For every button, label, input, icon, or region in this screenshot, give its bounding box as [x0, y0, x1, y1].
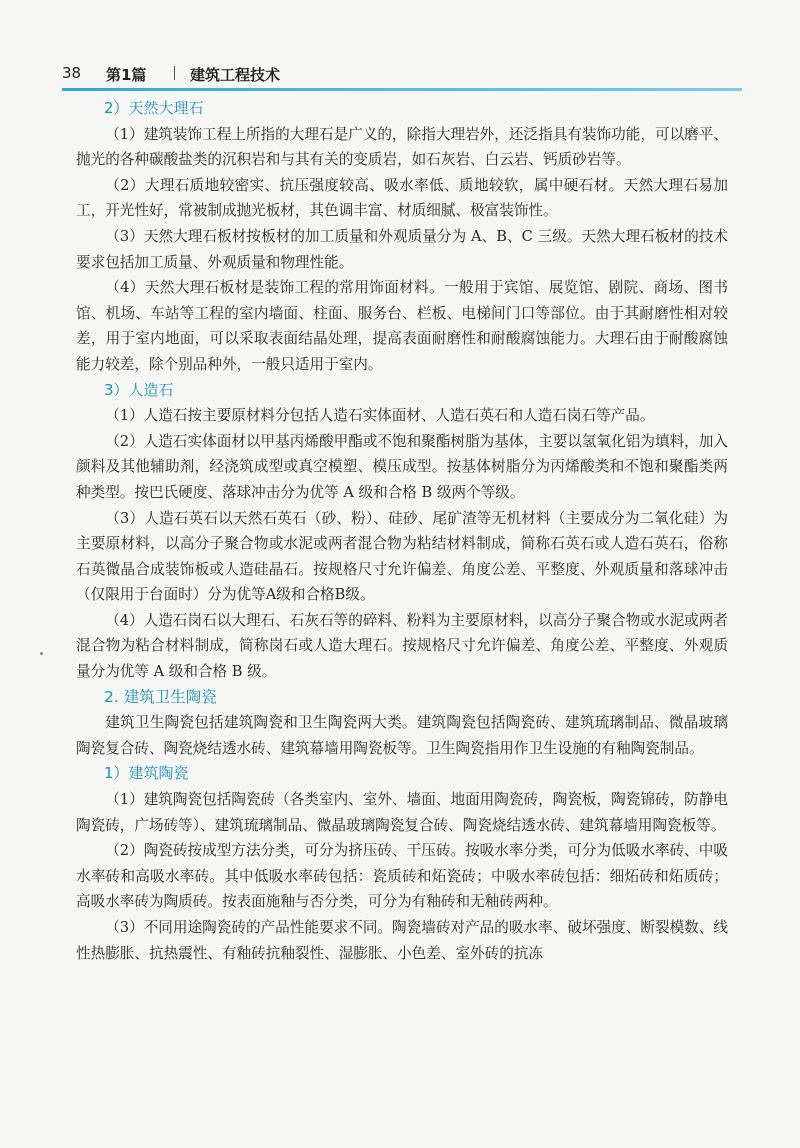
paragraph: （3）不同用途陶瓷砖的产品性能要求不同。陶瓷墙砖对产品的吸水率、破坏强度、断裂模数、线性热膨胀、抗热震性、有釉砖抗釉裂性、湿膨胀、小色差、室外砖的抗冻	[76, 919, 728, 962]
paragraph: （2）大理石质地较密实、抗压强度较高、吸水率低、质地较软，属中硬石材。天然大理石易加工，开光性好，常被制成抛光板材，其色调丰富、材质细腻、极富装饰性。	[76, 176, 728, 220]
paragraph: （4）人造石岗石以大理石、石灰石等的碎料、粉料为主要原材料，以高分子聚合物或水泥或两者混合物为粘合材料制成，简称岗石或人造大理石。按规格尺寸允许偏差、角度公差、平整度、外观质量分为优等 A 级和合格 B 级。	[76, 611, 728, 681]
paragraph: （4）天然大理石板材是装饰工程的常用饰面材料。一般用于宾馆、展览馆、剧院、商场、图书馆、机场、车站等工程的室内墙面、柱面、服务台、栏板、电梯间门口等部位。由于其耐磨性相对较差，用于室内地面，可以采取表面结晶处理，提高表面耐磨性和耐酸腐蚀能力。大理石由于耐酸腐蚀能力较差，除个别品种外，一般只适用于室内。	[76, 279, 728, 373]
section-heading-artificial-stone: 3）人造石	[104, 380, 174, 399]
page-body	[76, 96, 728, 966]
paragraph: （2）陶瓷砖按成型方法分类，可分为挤压砖、干压砖。按吸水率分类，可分为低吸水率砖、中吸水率砖和高吸水率砖。其中低吸水率砖包括：瓷质砖和炻瓷砖；中吸水率砖包括：细炻砖和炻质砖；高吸水率砖为陶质砖。按表面施釉与否分类，可分为有釉砖和无釉砖两种。	[76, 842, 728, 911]
section-heading-natural-marble: 2）天然大理石	[104, 99, 204, 117]
page-header	[62, 58, 742, 86]
paragraph: （1）建筑装饰工程上所指的大理石是广义的，除指大理岩外，还泛指具有装饰功能，可以磨平、抛光的各种碳酸盐类的沉积岩和与其有关的变质岩，如石灰岩、白云岩、钙质砂岩等。	[76, 125, 728, 169]
chapter-title: 建筑工程技术	[190, 66, 281, 84]
page-number: 38	[62, 64, 82, 82]
paragraph: （2）人造石实体面材以甲基丙烯酸甲酯或不饱和聚酯树脂为基体，主要以氢氧化铝为填料，加入颜料及其他辅助剂，经浇筑成型或真空模塑、模压成型。按基体树脂分为丙烯酸类和不饱和聚酯类两种类型。按巴氏硬度、落球冲击分为优等 A 级和合格 B 级两个等级。	[76, 432, 728, 501]
paragraph: （1）人造石按主要原材料分包括人造石实体面材、人造石英石和人造石岗石等产品。	[105, 407, 655, 425]
section-heading-building-ceramics: 1）建筑陶瓷	[104, 764, 189, 783]
section-heading-sanitary-ceramics: 2. 建筑卫生陶瓷	[104, 687, 217, 706]
part-label: 第1篇	[106, 66, 147, 84]
paragraph: 建筑卫生陶瓷包括建筑陶瓷和卫生陶瓷两大类。建筑陶瓷包括陶瓷砖、建筑琉璃制品、微晶玻璃陶瓷复合砖、陶瓷烧结透水砖、建筑幕墙用陶瓷板等。卫生陶瓷指用作卫生设施的有釉陶瓷制品。	[76, 714, 728, 757]
paragraph: （3）人造石英石以天然石英石（砂、粉）、硅砂、尾矿渣等无机材料（主要成分为二氧化硅）为主要原材料，以高分子聚合物或水泥或两者混合物为粘结材料制成，简称石英石或人造石英石，俗称石英微晶合成装饰板或人造硅晶石。按规格尺寸允许偏差、角度公差、平整度、外观质量和落球冲击（仅限用于台面时）分为优等A级和合格B级。	[76, 509, 728, 604]
header-rule	[62, 88, 742, 91]
header-divider	[174, 66, 175, 80]
paragraph: （1）建筑陶瓷包括陶瓷砖（各类室内、室外、墙面、地面用陶瓷砖，陶瓷板，陶瓷锦砖，防静电陶瓷砖，广场砖等）、建筑琉璃制品、微晶玻璃陶瓷复合砖、陶瓷烧结透水砖、建筑幕墙用陶瓷板等。	[76, 791, 728, 834]
paragraph: （3）天然大理石板材按板材的加工质量和外观质量分为 A、B、C 三级。天然大理石板材的技术要求包括加工质量、外观质量和物理性能。	[76, 227, 728, 271]
margin-dot	[40, 652, 43, 655]
